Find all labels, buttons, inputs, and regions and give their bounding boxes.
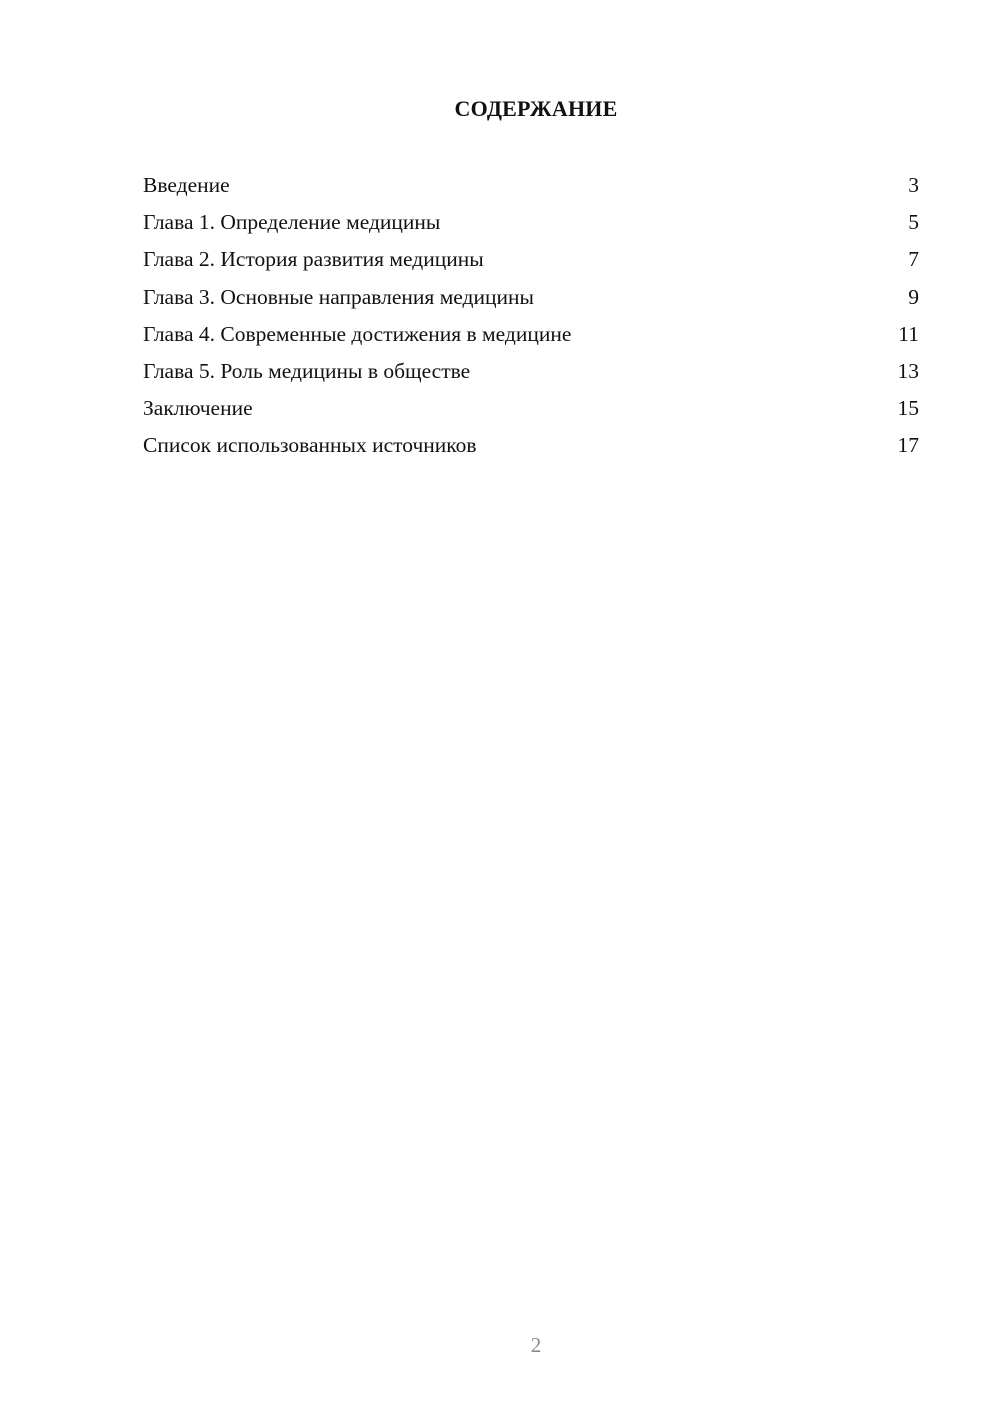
toc-entry-page: 9: [908, 284, 919, 309]
toc-entry-page: 5: [908, 210, 919, 235]
toc-entry-label: Заключение: [143, 396, 253, 421]
toc-entry-chapter-1[interactable]: [143, 207, 919, 244]
toc-entry-chapter-3[interactable]: [143, 282, 919, 319]
toc-entry-label: Список использованных источников: [143, 433, 477, 458]
toc-entry-label: Глава 3. Основные направления медицины: [143, 284, 534, 309]
toc-entry-chapter-2[interactable]: [143, 244, 919, 281]
toc-entry-page: 15: [897, 396, 919, 421]
toc-entry-chapter-4[interactable]: [143, 319, 919, 356]
toc-entry-label: Глава 1. Определение медицины: [143, 210, 441, 235]
toc-entry-page: 7: [908, 247, 919, 272]
toc-entry-page: 13: [897, 358, 919, 383]
toc-entry-chapter-5[interactable]: [143, 356, 919, 393]
page-title: СОДЕРЖАНИЕ: [454, 96, 618, 121]
toc-entry-label: Глава 2. История развития медицины: [143, 247, 484, 272]
toc-entry-label: Глава 5. Роль медицины в обществе: [143, 358, 471, 383]
toc-entry-introduction[interactable]: [143, 170, 919, 207]
toc-entry-page: 17: [897, 433, 919, 458]
page-number: 2: [530, 1333, 542, 1357]
toc-entry-label: Глава 4. Современные достижения в медицине: [143, 321, 572, 346]
toc-entry-conclusion[interactable]: [143, 393, 919, 430]
toc-entry-page: 11: [898, 321, 919, 346]
table-of-contents: [143, 170, 919, 468]
toc-entry-label: Введение: [143, 173, 230, 197]
toc-entry-page: 3: [908, 173, 919, 197]
toc-entry-references[interactable]: [143, 430, 919, 467]
